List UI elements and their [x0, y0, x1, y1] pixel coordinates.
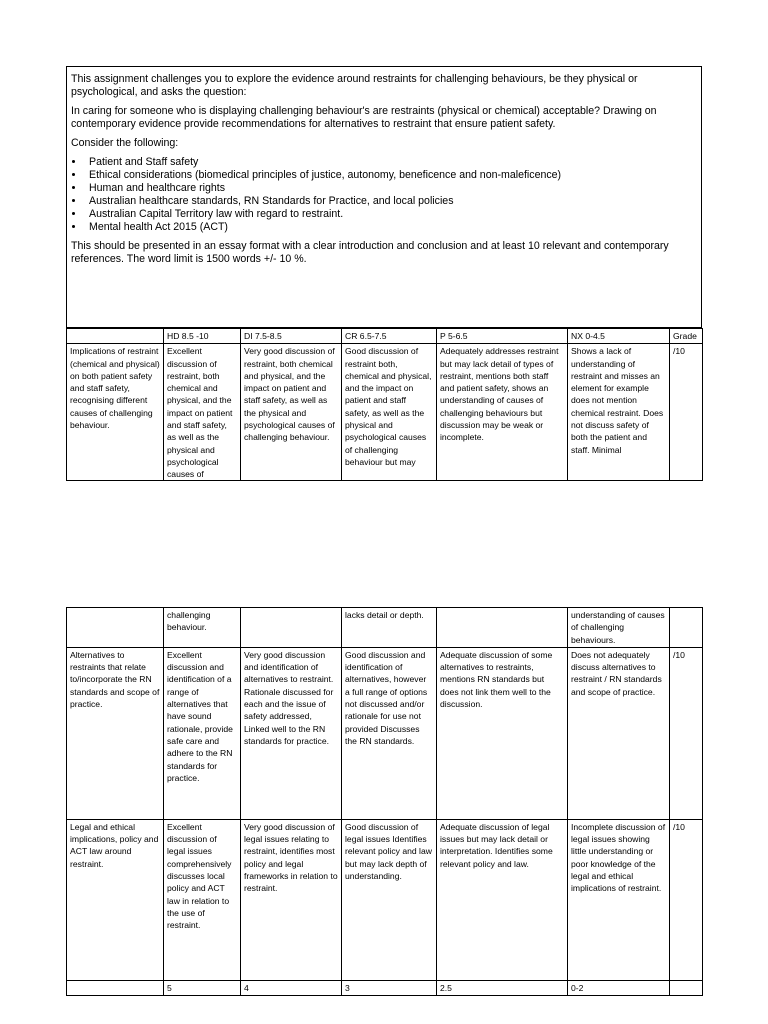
grade-cell: /10 — [670, 344, 703, 481]
table-row — [67, 344, 703, 481]
criterion-cell: Implications of restraint (chemical and physical) on both patient safety and staff safety, recognising different causes of challenging behaviour. — [67, 344, 164, 481]
table-row — [67, 647, 703, 819]
criterion-cell — [67, 608, 164, 648]
cr-cell — [342, 344, 437, 481]
rubric-table-part-2 — [66, 607, 703, 996]
consider-item: • Australian Capital Territory law with regard to restraint. — [85, 208, 697, 221]
header-cr: CR 6.5-7.5 — [342, 329, 437, 344]
intro-paragraph-2: In caring for someone who is displaying challenging behaviour's are restraints (physical or chemical) acceptable? Drawing on contemporary evidence provide recommendations for alternatives to restraint that ensure patient safety. — [71, 105, 657, 130]
points-cell: 2.5 — [437, 980, 568, 995]
di-cell: Very good discussion of legal issues relating to restraint, identifies most policy and legal frameworks in relation to restraint. — [241, 819, 342, 980]
table-row — [67, 819, 703, 980]
consider-item: • Human and healthcare rights — [85, 182, 697, 195]
points-cell: 5 — [164, 980, 241, 995]
header-criterion — [67, 329, 164, 344]
hd-cell: Excellent discussion and identification of a range of alternatives that have sound rationale, provide safe care and adhere to the RN standards for practice. — [164, 647, 241, 819]
grade-cell — [670, 608, 703, 648]
cr-cell-text: Good discussion of restraint both, chemical and physical, and the impact on patient and staff safety, as well as the physical and psychological causes of challenging behaviour but may — [345, 346, 432, 467]
header-p: P 5-6.5 — [437, 329, 568, 344]
intro-paragraph-3: Consider the following: — [71, 137, 179, 149]
hd-cell: challenging behaviour. — [164, 608, 241, 648]
header-nx: NX 0-4.5 — [568, 329, 670, 344]
consider-item: • Patient and Staff safety — [85, 156, 697, 169]
grade-cell: /10 — [670, 647, 703, 819]
points-cell: 3 — [342, 980, 437, 995]
nx-cell: understanding of causes of challenging behaviours. — [568, 608, 670, 648]
points-cell — [670, 980, 703, 995]
intro-paragraph-1: This assignment challenges you to explore the evidence around restraints for challenging behaviours, be they physical or psychological, and asks the question: — [71, 73, 638, 98]
rubric-header-row — [67, 329, 703, 344]
header-grade: Grade — [670, 329, 703, 344]
hd-cell: Excellent discussion of legal issues comprehensively discusses local policy and ACT law in relation to the use of restraint. — [164, 819, 241, 980]
header-di: DI 7.5-8.5 — [241, 329, 342, 344]
consider-item: • Australian healthcare standards, RN Standards for Practice, and local policies — [85, 195, 697, 208]
points-row — [67, 980, 703, 995]
consider-item: • Mental health Act 2015 (ACT) — [85, 221, 697, 234]
intro-paragraph-4: This should be presented in an essay format with a clear introduction and conclusion and at least 10 relevant and contemporary references. The word limit is 1500 words +/- 10 %. — [71, 240, 669, 265]
cr-cell: Good discussion and identification of alternatives, however a full range of options not discussed and/or rationale for use not provided Discusses the RN standards. — [342, 647, 437, 819]
p-cell: Adequate discussion of legal issues but may lack detail or interpretation. Identifies some relevant policy and law. — [437, 819, 568, 980]
p-cell: Adequately addresses restraint but may lack detail of types of restraint, mentions both staff and patient safety, shows an understanding of causes of challenging behaviours but discussion may be weak or incomplete. — [437, 344, 568, 481]
di-cell: Very good discussion and identification of alternatives to restraint. Rationale discussed for each and the issue of safety addressed, Linked well to the RN standards for practice. — [241, 647, 342, 819]
cr-cell: lacks detail or depth. — [342, 608, 437, 648]
hd-cell — [164, 344, 241, 481]
hd-cell-text: Excellent discussion of restraint, both chemical and physical, and the impact on patient and staff safety, as well as the physical and psychological causes of — [167, 346, 233, 480]
grade-cell: /10 — [670, 819, 703, 980]
cr-cell: Good discussion of legal issues Identifies relevant policy and law but may lack depth of understanding. — [342, 819, 437, 980]
criterion-cell: Legal and ethical implications, policy and ACT law around restraint. — [67, 819, 164, 980]
p-cell — [437, 608, 568, 648]
table-row — [67, 608, 703, 648]
rubric-table-part-1 — [66, 328, 703, 481]
di-cell — [241, 608, 342, 648]
points-cell: 4 — [241, 980, 342, 995]
nx-cell — [568, 344, 670, 481]
di-cell: Very good discussion of restraint, both chemical and physical, and the impact on patient and staff safety, as well as the physical and psychological causes of challenging behaviour. — [241, 344, 342, 481]
assignment-description — [66, 66, 702, 328]
nx-cell: Incomplete discussion of legal issues showing little understanding or poor knowledge of the legal and ethical implications of restraint. — [568, 819, 670, 980]
points-cell: 0-2 — [568, 980, 670, 995]
criterion-cell: Alternatives to restraints that relate to/incorporate the RN standards and scope of practice. — [67, 647, 164, 819]
nx-cell: Does not adequately discuss alternatives to restraint / RN standards and scope of practice. — [568, 647, 670, 819]
header-hd: HD 8.5 -10 — [164, 329, 241, 344]
nx-cell-text: Shows a lack of understanding of restraint and misses an element for example does not mention chemical restraint. Does not discuss safety of both the patient and staff. Minimal — [571, 346, 664, 455]
consider-item: • Ethical considerations (biomedical principles of justice, autonomy, beneficence and non-maleficence) — [85, 169, 697, 182]
consider-list — [71, 156, 697, 234]
points-cell — [67, 980, 164, 995]
p-cell: Adequate discussion of some alternatives to restraints, mentions RN standards but does not link them well to the discussion. — [437, 647, 568, 819]
